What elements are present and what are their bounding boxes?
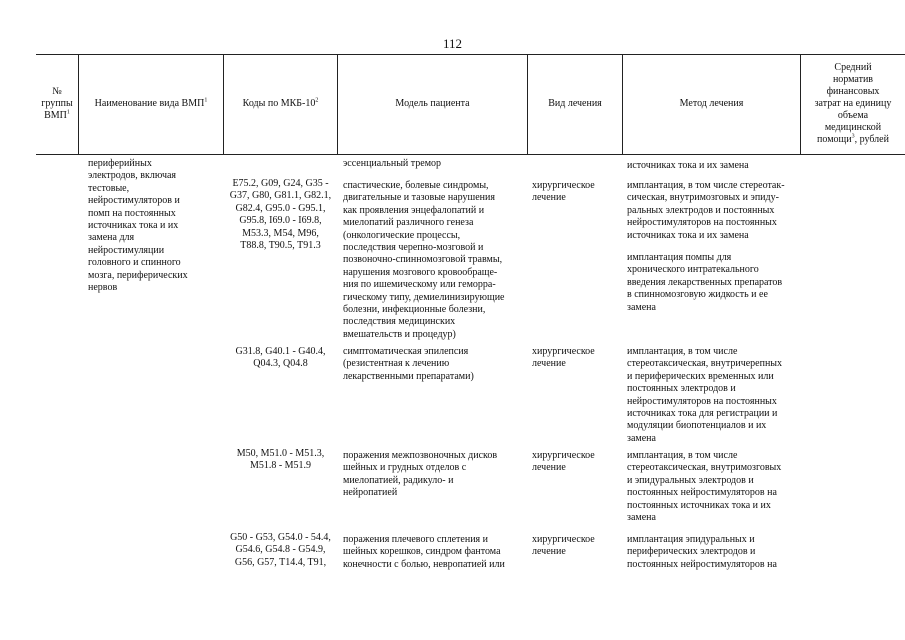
text-line: эссенциальный тремор: [343, 158, 442, 169]
text-line: M53.3, M54, M96,: [242, 227, 319, 239]
text-line: E75.2, G09, G24, G35 -: [232, 178, 329, 189]
text-line: постоянных нейростимуляторов на: [627, 487, 777, 499]
icd-codes-cell: [224, 448, 337, 473]
text-line: G95.8, I69.0 - I69.8,: [239, 215, 322, 227]
text-line: хирургическое: [532, 534, 595, 545]
text-line: гическому типу, демиелинизирующие: [343, 291, 505, 303]
treatment-type-cell: [532, 180, 622, 205]
vmp-name-cell: [88, 158, 222, 294]
text-line: спастические, болевые синдромы,: [343, 180, 489, 191]
text-line: хирургическое: [532, 346, 595, 357]
text-line: периферических электродов и: [627, 546, 756, 558]
text-line: введения лекарственных препаратов: [627, 276, 783, 288]
text-line: мозга, периферических: [88, 269, 188, 281]
text-line: стереотаксическая, внутричерепных: [627, 358, 783, 370]
header-icd-codes: [224, 54, 337, 154]
patient-model-cell: [343, 534, 525, 571]
patient-model-cell: [343, 180, 525, 341]
text-line: нейростимуляторов и: [88, 195, 180, 207]
text-line: поражения межпозвоночных дисков: [343, 450, 498, 461]
text-line: позвоночно-спинномозговой травмы,: [343, 254, 503, 266]
text-line: M50, M51.0 - M51.3,: [236, 448, 325, 459]
text-line: нейростимуляторов на постоянных: [627, 395, 777, 407]
patient-model-cell: [343, 346, 525, 383]
text-line: M51.8 - M51.9: [249, 460, 312, 472]
text-line: нейропатией: [343, 487, 398, 499]
text-line: миелопатий различного генеза: [343, 217, 474, 229]
header-cost-line: затрат на единицу: [814, 98, 892, 109]
text-line: замена: [627, 432, 656, 444]
header-cost-line: , рублей: [854, 134, 889, 145]
icd-codes-cell: [224, 532, 337, 569]
header-group-word: группы: [41, 98, 73, 109]
text-line: G56, G57, T14.4, T91,: [234, 556, 327, 568]
text-line: электродов, включая: [88, 170, 177, 182]
footnote-mark: 3: [851, 133, 855, 140]
text-line: помп на постоянных: [88, 207, 176, 219]
treatment-method-cell: [627, 180, 802, 242]
header-cost-line: помощи: [817, 134, 852, 145]
text-line: как проявления энцефалопатий и: [343, 204, 485, 216]
footnote-mark: 2: [315, 97, 319, 104]
footnote-mark: 1: [66, 109, 70, 116]
treatment-method-cell: [627, 160, 802, 172]
text-line: лечение: [532, 192, 566, 204]
header-treatment-method: Метод лечения: [679, 98, 744, 109]
header-cost-standard: [801, 54, 905, 154]
text-line: вмешательств и процедур): [343, 328, 456, 340]
icd-codes-cell: [224, 346, 337, 371]
text-line: стереотаксическая, внутримозговых: [627, 462, 782, 474]
text-line: хронического интратекального: [627, 264, 759, 276]
text-line: источниках тока и их: [88, 220, 179, 232]
header-cost-line: Средний: [834, 62, 872, 73]
header-group-number: [36, 54, 78, 154]
text-line: (резистентная к лечению: [343, 358, 450, 370]
text-line: замена для: [88, 232, 135, 244]
text-line: замена: [627, 301, 656, 313]
text-line: T88.8, T90.5, T91.3: [240, 240, 321, 252]
text-line: двигательные и тазовые нарушения: [343, 192, 495, 204]
text-line: конечности с болью, невропатией или: [343, 558, 505, 570]
text-line: шейных и грудных отделов с: [343, 462, 467, 474]
text-line: модуляции биопотенциалов и их: [627, 420, 767, 432]
header-cost-line: медицинской: [824, 122, 882, 133]
text-line: последствия черепно-мозговой и: [343, 242, 484, 254]
text-line: нейростимуляторов на постоянных: [627, 217, 777, 229]
text-line: постоянных нейростимуляторов на: [627, 558, 777, 570]
text-line: лекарственными препаратами): [343, 370, 474, 382]
header-group-abbr: ВМП: [44, 110, 67, 121]
text-line: миелопатией, радикуло- и: [343, 474, 454, 486]
text-line: имплантация, в том числе стереотак-: [627, 180, 785, 191]
text-line: G50 - G53, G54.0 - 54.4,: [230, 532, 331, 543]
text-line: имплантация, в том числе: [627, 346, 738, 357]
text-line: лечение: [532, 462, 566, 474]
text-line: источниках тока для регистрации и: [627, 408, 778, 420]
text-line: лечение: [532, 546, 566, 558]
text-line: симптоматическая эпилепсия: [343, 346, 469, 357]
header-name-text: Наименование вида ВМП: [94, 98, 205, 109]
patient-model-cell: [343, 158, 525, 170]
text-line: источниках тока и их замена: [627, 229, 749, 241]
header-codes-text: Коды по МКБ-10: [242, 98, 316, 109]
icd-codes-cell: [224, 178, 337, 252]
treatment-method-cell: [627, 346, 802, 445]
text-line: лечение: [532, 358, 566, 370]
text-line: G82.4, G95.0 - G95.1,: [235, 202, 326, 214]
header-cost-line: объема: [837, 110, 869, 121]
text-line: нейростимуляции: [88, 244, 165, 256]
text-line: тестовые,: [88, 182, 130, 194]
footnote-mark: 1: [204, 97, 208, 104]
header-group-no-symbol: №: [52, 86, 62, 97]
text-line: имплантация эпидуральных и: [627, 534, 755, 545]
text-line: G54.6, G54.8 - G54.9,: [235, 544, 326, 556]
treatment-method-cell: [627, 450, 802, 524]
header-bottom-rule: [36, 154, 905, 155]
treatment-type-cell: [532, 534, 622, 559]
text-line: ния по ишемическому или геморра-: [343, 279, 496, 291]
text-line: нервов: [88, 282, 118, 294]
text-line: постоянных электродов и: [627, 383, 736, 395]
text-line: имплантация, в том числе: [627, 450, 738, 461]
text-line: и периферических временных или: [627, 370, 774, 382]
text-line: периферийных: [88, 158, 152, 169]
text-line: головного и спинного: [88, 257, 181, 269]
header-treatment-type: Вид лечения: [548, 98, 602, 109]
patient-model-cell: [343, 450, 525, 500]
text-line: замена: [627, 512, 656, 524]
text-line: имплантация помпы для: [627, 252, 732, 263]
text-line: и эпидуральных электродов и: [627, 474, 754, 486]
header-vmp-name: [79, 54, 223, 154]
treatment-type-cell: [532, 346, 622, 371]
header-cost-line: финансовых: [826, 86, 880, 97]
text-line: (онкологические процессы,: [343, 229, 461, 241]
text-line: последствия медицинских: [343, 316, 456, 328]
text-line: G37, G80, G81.1, G82.1,: [229, 190, 332, 202]
page-number: 112: [442, 36, 463, 51]
header-cost-line: норматив: [832, 74, 874, 85]
text-line: G31.8, G40.1 - G40.4,: [235, 346, 326, 357]
treatment-type-cell: [532, 450, 622, 475]
text-line: нарушения мозгового кровообраще-: [343, 266, 498, 278]
header-patient-model: Модель пациента: [395, 98, 470, 109]
treatment-method-cell: [627, 534, 802, 571]
text-line: хирургическое: [532, 450, 595, 461]
text-line: сическая, внутримозговых и эпиду-: [627, 192, 779, 204]
treatment-method-cell: [627, 252, 802, 314]
text-line: в спинномозговую жидкость и ее: [627, 289, 768, 301]
text-line: Q04.3, Q04.8: [253, 358, 308, 370]
text-line: болезни, инфекционные болезни,: [343, 304, 486, 316]
text-line: источниках тока и их замена: [627, 160, 749, 171]
text-line: постоянных источниках тока и их: [627, 499, 771, 511]
text-line: хирургическое: [532, 180, 595, 191]
text-line: шейных корешков, синдром фантома: [343, 546, 501, 558]
text-line: ральных электродов и постоянных: [627, 204, 775, 216]
text-line: поражения плечевого сплетения и: [343, 534, 488, 545]
